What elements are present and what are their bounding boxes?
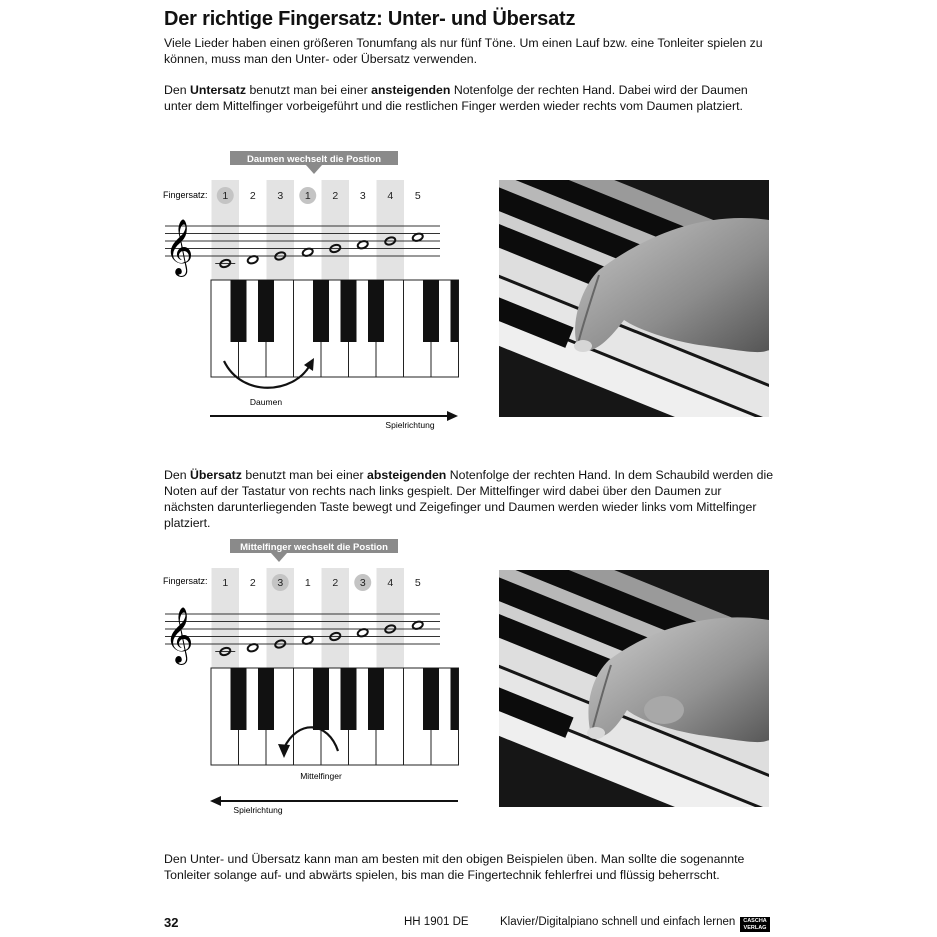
term-uebersatz: Übersatz <box>189 468 242 482</box>
finger-number: 2 <box>249 577 256 589</box>
finger-number: 1 <box>222 577 229 589</box>
footer-code: HH 1901 DE <box>404 916 469 928</box>
arrow-label: Mittelfinger <box>300 771 342 781</box>
intro-paragraph: Viele Lieder haben einen größeren Tonumfang als nur fünf Töne. Um einen Lauf bzw. eine Tonleiter spielen zu können, muss man den Unter- oder Übersatz verwenden. <box>164 36 763 66</box>
direction-label: Spielrichtung <box>385 420 435 430</box>
black-key <box>313 668 329 730</box>
fingersatz-label: Fingersatz: <box>163 190 208 200</box>
keyboard <box>211 280 459 377</box>
finger-number: 3 <box>277 190 284 202</box>
banner-pointer <box>306 165 322 174</box>
finger-number: 1 <box>304 190 311 202</box>
fingersatz-label: Fingersatz: <box>163 576 208 586</box>
uebersatz-diagram <box>160 536 470 826</box>
finger-number: 3 <box>359 577 366 589</box>
black-key <box>423 668 439 730</box>
finger-number: 4 <box>387 577 394 589</box>
black-key <box>451 668 459 730</box>
direction-label: Spielrichtung <box>233 805 283 815</box>
footer-book-title: Klavier/Digitalpiano schnell und einfach lernen <box>500 916 736 928</box>
finger-number: 2 <box>332 190 339 202</box>
banner-pointer <box>271 553 287 562</box>
finger-number: 3 <box>277 577 284 589</box>
banner-label: Daumen wechselt die Postion <box>246 154 382 165</box>
publisher-logo: CASCHA VERLAG <box>740 917 770 932</box>
black-key <box>341 280 357 342</box>
term-ansteigenden: ansteigenden <box>371 83 451 97</box>
black-key <box>313 280 329 342</box>
untersatz-diagram <box>160 148 470 438</box>
finger-number: 1 <box>304 577 311 589</box>
finger-number: 5 <box>414 190 421 202</box>
page-number: 32 <box>164 915 179 930</box>
keyboard <box>211 668 459 765</box>
term-untersatz: Untersatz <box>189 83 247 97</box>
finger-number: 5 <box>414 577 421 589</box>
black-key <box>423 280 439 342</box>
hand-photo-untersatz <box>499 180 769 417</box>
black-key <box>231 280 247 342</box>
black-key <box>368 668 384 730</box>
term-absteigenden: absteigenden <box>367 468 447 482</box>
banner-label: Mittelfinger wechselt die Postion <box>240 542 388 553</box>
finger-number: 3 <box>359 190 366 202</box>
arrow-label: Daumen <box>249 397 283 407</box>
uebersatz-paragraph: Den Übersatz benutzt man bei einer absteigenden Notenfolge der rechten Hand. In dem Schaubild werden die Noten auf der Tastatur von rechts nach links gespielt. Der Mittelfinger wird dabei über den Daumen zur nächsten darunterliegenden Taste bewegt und Zeigefinger und Daumen werden wieder links vom Mittelfinger platziert. <box>164 468 774 530</box>
black-key <box>258 280 274 342</box>
black-key <box>451 280 459 342</box>
page-title: Der richtige Fingersatz: Unter- und Übersatz <box>164 8 576 30</box>
treble-clef: 𝄞 <box>165 607 194 663</box>
hand-photo-uebersatz <box>499 570 769 807</box>
black-key <box>368 280 384 342</box>
black-key <box>341 668 357 730</box>
direction-arrowhead <box>447 411 458 421</box>
direction-arrowhead <box>210 796 221 806</box>
finger-number: 2 <box>332 577 339 589</box>
black-key <box>231 668 247 730</box>
untersatz-paragraph: Den Untersatz benutzt man bei einer ansteigenden Notenfolge der rechten Hand. Dabei wird der Daumen unter dem Mittelfinger vorbeigeführt und die restlichen Finger werden wieder rechts vom Daumen platziert. <box>164 83 748 113</box>
black-key <box>258 668 274 730</box>
closing-paragraph: Den Unter- und Übersatz kann man am besten mit den obigen Beispielen üben. Man sollte die sogenannte Tonleiter solange auf- und abwärts spielen, bis man die Fingertechnik fehlerfrei und flüssig beherrscht. <box>164 852 745 882</box>
treble-clef: 𝄞 <box>165 219 194 275</box>
finger-number: 1 <box>222 190 229 202</box>
finger-number: 4 <box>387 190 394 202</box>
finger-number: 2 <box>249 190 256 202</box>
